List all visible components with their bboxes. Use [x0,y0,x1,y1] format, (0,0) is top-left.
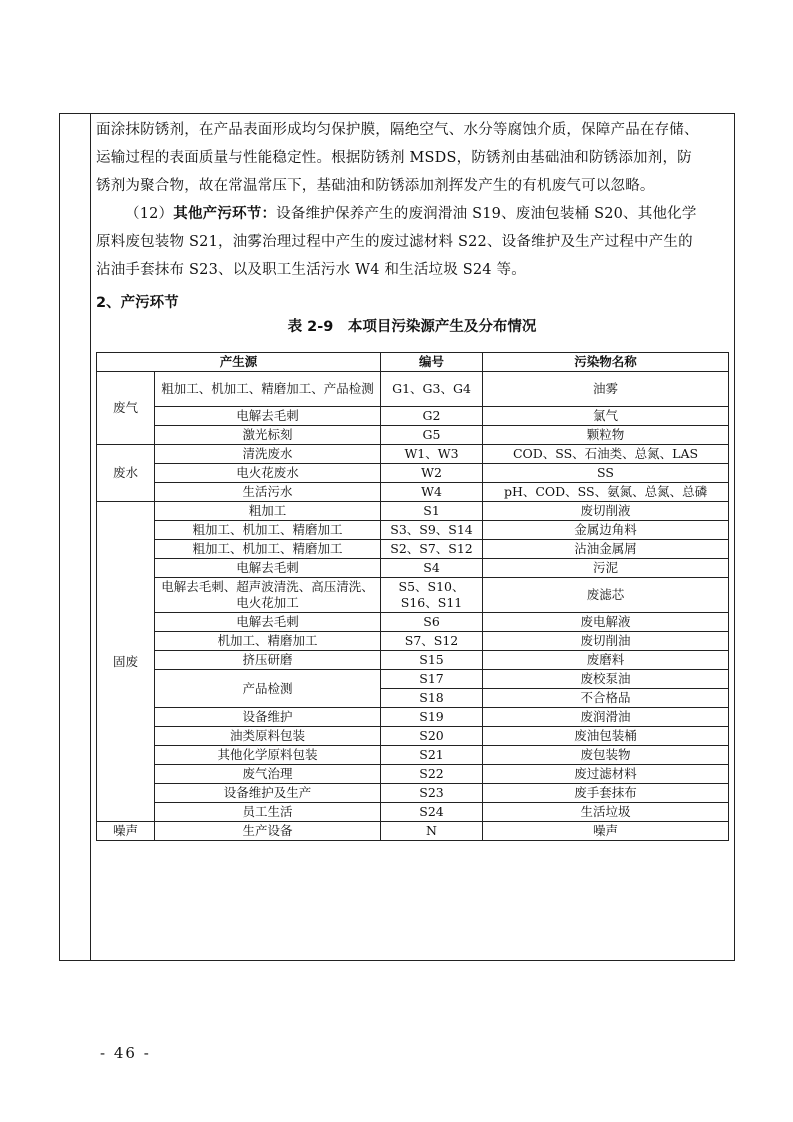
table-row [97,559,729,578]
table-header-row [97,353,729,372]
table-row [97,613,729,632]
category-noise: 噪声 [97,822,155,841]
table-row [97,822,729,841]
table-row [97,372,729,407]
cell-pollutant: 噪声 [483,822,729,841]
table-row [97,784,729,803]
cell-pollutant: 沾油金属屑 [483,540,729,559]
cell-source: 电火花废水 [155,464,381,483]
table-row [97,632,729,651]
page-number: - 46 - [100,1044,151,1062]
cell-code: W1、W3 [381,445,483,464]
cell-code: S18 [381,689,483,708]
cell-code: S20 [381,727,483,746]
cell-code: S7、S12 [381,632,483,651]
table-row [97,708,729,727]
cell-source: 设备维护 [155,708,381,727]
table-row [97,426,729,445]
table-row [97,803,729,822]
cell-pollutant: 废包装物 [483,746,729,765]
cell-source: 生产设备 [155,822,381,841]
cell-source: 员工生活 [155,803,381,822]
cell-source: 粗加工、机加工、精磨加工、产品检测 [155,372,381,407]
table-row [97,746,729,765]
cell-code: S22 [381,765,483,784]
cell-source: 产品检测 [155,670,381,708]
cell-code: S23 [381,784,483,803]
cell-pollutant: 生活垃圾 [483,803,729,822]
cell-source: 电解去毛刺 [155,407,381,426]
cell-pollutant: 废电解液 [483,613,729,632]
cell-code: S1 [381,502,483,521]
table-row [97,765,729,784]
category-solid: 固废 [97,502,155,822]
cell-code: S3、S9、S14 [381,521,483,540]
cell-code: N [381,822,483,841]
cell-source: 粗加工、机加工、精磨加工 [155,540,381,559]
header-code: 编号 [381,353,483,372]
cell-pollutant: 油雾 [483,372,729,407]
cell-source: 机加工、精磨加工 [155,632,381,651]
cell-code: S2、S7、S12 [381,540,483,559]
cell-pollutant: 不合格品 [483,689,729,708]
cell-pollutant: 废过滤材料 [483,765,729,784]
cell-source: 其他化学原料包装 [155,746,381,765]
cell-code: W2 [381,464,483,483]
cell-code: S15 [381,651,483,670]
cell-pollutant: 颗粒物 [483,426,729,445]
cell-pollutant: SS [483,464,729,483]
frame-left-column-divider [90,114,91,960]
paragraph-other-pollution [96,200,730,284]
cell-code: S21 [381,746,483,765]
cell-pollutant: 废油包装桶 [483,727,729,746]
cell-pollutant: pH、COD、SS、氨氮、总氮、总磷 [483,483,729,502]
table-row [97,464,729,483]
cell-source: 粗加工、机加工、精磨加工 [155,521,381,540]
cell-pollutant: 污泥 [483,559,729,578]
table-caption: 表 2-9 本项目污染源产生及分布情况 [287,319,537,335]
paragraph-rust-inhibitor [96,116,730,200]
cell-code: S19 [381,708,483,727]
pollution-source-table [96,352,729,841]
text-line: 锈剂为聚合物，故在常温常压下，基础油和防锈添加剂挥发产生的有机废气可以忽略。 [96,178,655,194]
table-row [97,483,729,502]
bold-term: 其他产污环节： [173,206,277,222]
category-gas: 废气 [97,372,155,445]
text-line: 原料废包装物 S21，油雾治理过程中产生的废过滤材料 S22、设备维护及生产过程中产生的 [96,234,693,250]
text-line: 运输过程的表面质量与性能稳定性。根据防锈剂 MSDS，防锈剂由基础油和防锈添加剂，防 [96,150,692,166]
cell-pollutant: 废手套抹布 [483,784,729,803]
section-heading: 2、产污环节 [96,295,179,311]
cell-pollutant: 氯气 [483,407,729,426]
table-row [97,651,729,670]
cell-code: S4 [381,559,483,578]
cell-code: S5、S10、S16、S11 [381,578,483,613]
cell-source: 电解去毛刺 [155,559,381,578]
cell-source: 油类原料包装 [155,727,381,746]
category-water: 废水 [97,445,155,502]
table-row [97,670,729,689]
cell-code: S17 [381,670,483,689]
header-source: 产生源 [97,353,381,372]
cell-source: 挤压研磨 [155,651,381,670]
table-row [97,521,729,540]
table-row [97,727,729,746]
cell-pollutant: 废切削液 [483,502,729,521]
cell-code: G5 [381,426,483,445]
cell-source: 清洗废水 [155,445,381,464]
cell-code: S24 [381,803,483,822]
body-content [96,116,730,338]
table-row [97,540,729,559]
table-row [97,407,729,426]
cell-source: 废气治理 [155,765,381,784]
cell-pollutant: 废切削油 [483,632,729,651]
cell-code: S6 [381,613,483,632]
table-row [97,578,729,613]
cell-pollutant: 废润滑油 [483,708,729,727]
cell-code: G2 [381,407,483,426]
cell-code: W4 [381,483,483,502]
cell-pollutant: 废滤芯 [483,578,729,613]
text-line: 沾油手套抹布 S23、以及职工生活污水 W4 和生活垃圾 S24 等。 [96,262,526,278]
cell-pollutant: COD、SS、石油类、总氮、LAS [483,445,729,464]
header-pollutant: 污染物名称 [483,353,729,372]
cell-pollutant: 金属边角料 [483,521,729,540]
item-number: （12） [125,206,174,222]
cell-source: 电解去毛刺、超声波清洗、高压清洗、电火花加工 [155,578,381,613]
table-row [97,502,729,521]
text-line: 面涂抹防锈剂，在产品表面形成均匀保护膜，隔绝空气、水分等腐蚀介质，保障产品在存储、 [96,122,699,138]
cell-code: G1、G3、G4 [381,372,483,407]
cell-source: 粗加工 [155,502,381,521]
cell-pollutant: 废校泵油 [483,670,729,689]
cell-source: 设备维护及生产 [155,784,381,803]
text-run: 设备维护保养产生的废润滑油 S19、废油包装桶 S20、其他化学 [276,206,697,222]
cell-pollutant: 废磨料 [483,651,729,670]
cell-source: 生活污水 [155,483,381,502]
cell-source: 激光标刻 [155,426,381,445]
text-line [96,200,730,228]
cell-source: 电解去毛刺 [155,613,381,632]
table-row [97,445,729,464]
